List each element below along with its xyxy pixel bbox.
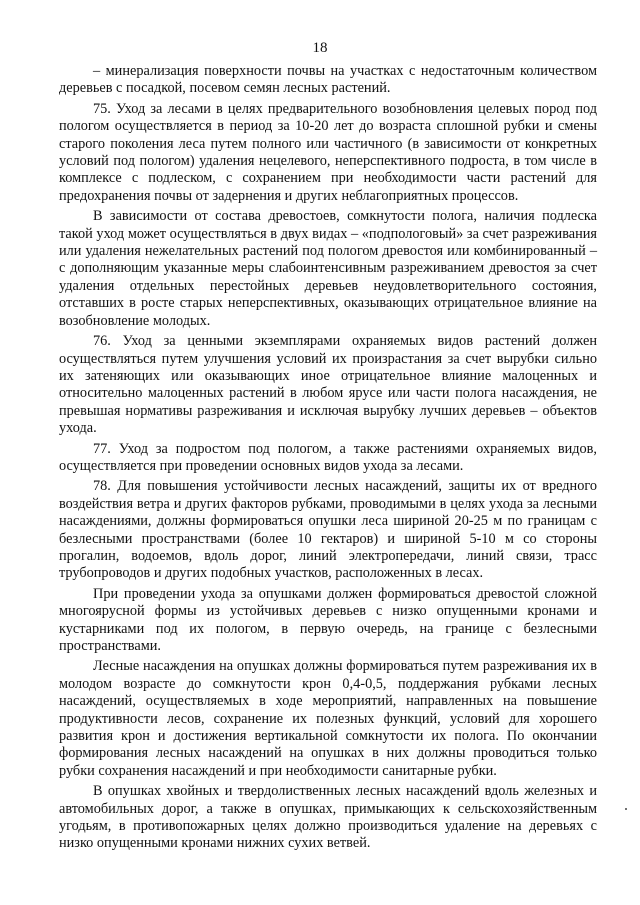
- paragraph-78-edge-forming: Лесные насаждения на опушках должны формироваться путем разреживания их в молодом возрасте до сомкнутости крон 0,4-0,5, поддержания рубками лесных насаждений, осуществляемых в ходе мероприятий, направленных на повышение продуктивности лесов, сохранение их полезных функций, условий для хорошего развития крон и достижения вертикальной сомкнутости их полога. По окончании формирования лесных насаждений на опушках в них должны проводиться только рубки сохранения насаждений и при необходимости санитарные рубки.: [59, 658, 597, 779]
- paragraph-78-edge-care: При проведении ухода за опушками должен формироваться древостой сложной многоярусной формы из устойчивых деревьев с низко опущенными кронами и кустарниками под их пологом, в первую очередь, на границе с безлесными пространствами.: [59, 585, 597, 654]
- page-number: 18: [312, 40, 328, 56]
- scan-speck: [625, 808, 627, 810]
- paragraph-78: 78. Для повышения устойчивости лесных насаждений, защиты их от вредного воздействия ветра и других факторов рубками, проводимыми в целях ухода за лесными насаждениями, должны формироваться опушки леса шириной 20-25 м по границам с безлесными пространствами (более 10 гектаров) и шириной 5-10 м со стороны прогалин, водоемов, вдоль дорог, линий электропередачи, линий связи, трасс трубопроводов и других подобных участков, расположенных в лесах.: [59, 478, 597, 582]
- paragraph-78-roads: В опушках хвойных и твердолиственных лесных насаждений вдоль железных и автомобильных дорог, а также в опушках, примыкающих к сельскохозяйственным угодьям, в противопожарных целях должно производиться удаление на деревьях с низко опущенными кронами нижних сухих ветвей.: [59, 783, 597, 852]
- paragraph-76: 76. Уход за ценными экземплярами охраняемых видов растений должен осуществляться путем улучшения условий их произрастания за счет вырубки сильно их затеняющих или оказывающих иное отрицательное влияние малоценных и относительно малоценных растений в любом ярусе или части полога насаждения, не превышая нормативы разреживания и исключая вырубку лучших деревьев – объектов ухода.: [59, 333, 597, 437]
- paragraph-mineralization: – минерализация поверхности почвы на участках с недостаточным количеством деревьев с посадкой, посевом семян лесных растений.: [59, 63, 597, 97]
- paragraph-77: 77. Уход за подростом под пологом, а также растениями охраняемых видов, осуществляется при проведении основных видов ухода за лесами.: [59, 440, 597, 474]
- paragraph-75: 75. Уход за лесами в целях предварительного возобновления целевых пород под пологом осуществляется в период за 10-20 лет до возраста сплошной рубки и смены старого поколения леса путем полного или частичного (в зависимости от конкретных условий под пологом) удаления нецелевого, неперспективного подроста, в том числе в комплексе с подлеском, с сохранением при необходимости части растений для предохранения почвы от задернения и других неблагоприятных процессов.: [59, 100, 597, 204]
- paragraph-75-types: В зависимости от состава древостоев, сомкнутости полога, наличия подлеска такой уход может осуществляться в двух видах – «подпологовый» за счет разреживания или удаления нежелательных растений под пологом древостоя или комбинированный – с дополняющим указанные меры слабоинтенсивным разреживанием древостоя за счет удаления отдельных перестойных деревьев неудовлетворительного состояния, отставших в росте старых неперспективных, оказывающих отрицательное влияние на возобновление молодых.: [59, 208, 597, 329]
- body-text: [59, 63, 597, 856]
